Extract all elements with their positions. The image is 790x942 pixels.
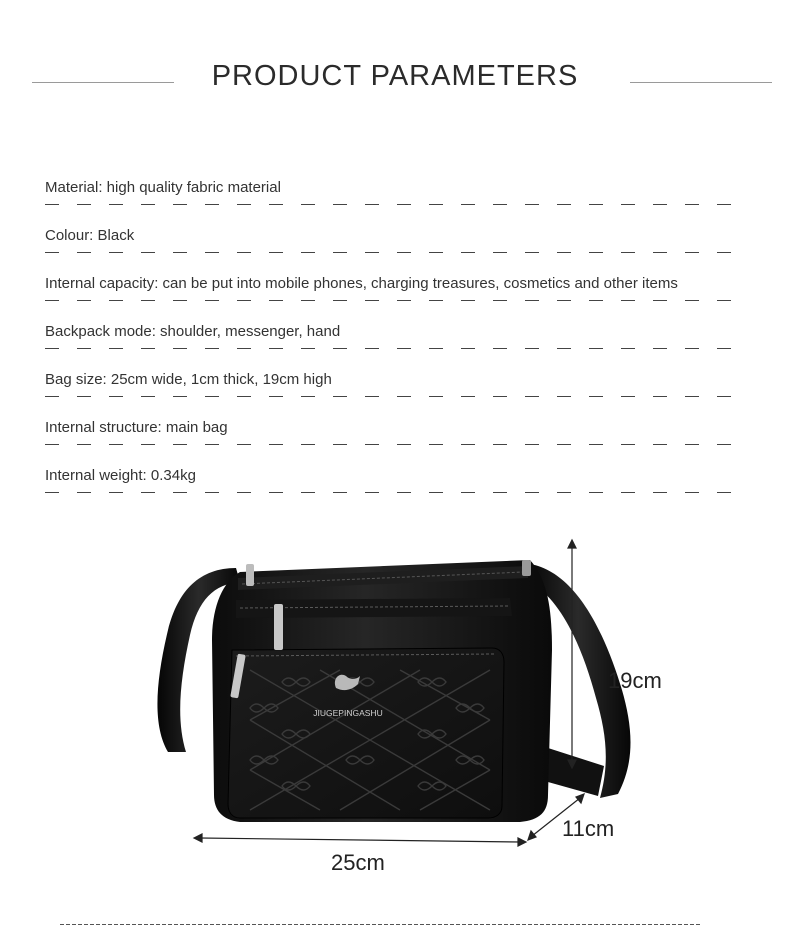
- front-pocket: [228, 648, 504, 818]
- param-text: Backpack mode: shoulder, messenger, hand: [45, 323, 341, 340]
- dashed-divider: [45, 300, 737, 301]
- dashed-divider: [45, 348, 737, 349]
- parameter-list: [45, 177, 737, 513]
- param-text: Material: high quality fabric material: [45, 179, 281, 196]
- strap-end: [548, 748, 604, 796]
- param-row-weight: [45, 465, 737, 513]
- page-title: PRODUCT PARAMETERS: [211, 60, 579, 92]
- dashed-divider: [45, 204, 737, 205]
- brand-logo-text: JIUGEPINGASHU: [313, 708, 383, 718]
- dashed-divider: [45, 396, 737, 397]
- width-dimension-label: 25cm: [331, 850, 385, 875]
- depth-dimension-label: 11cm: [562, 816, 615, 841]
- dashed-divider: [45, 492, 737, 493]
- param-text: Internal capacity: can be put into mobile phones, charging treasures, cosmetics and other items: [45, 275, 678, 292]
- param-text: Internal weight: 0.34kg: [45, 467, 196, 484]
- param-text: Bag size: 25cm wide, 1cm thick, 19cm high: [45, 371, 332, 388]
- section-header: [0, 58, 790, 102]
- param-row-colour: [45, 225, 737, 273]
- bag-illustration: [0, 520, 790, 900]
- param-row-material: [45, 177, 737, 225]
- param-row-bag-size: [45, 369, 737, 417]
- param-row-structure: [45, 417, 737, 465]
- dashed-divider: [45, 252, 737, 253]
- title-divider-right: [630, 82, 772, 83]
- param-row-capacity: [45, 273, 737, 321]
- dashed-divider: [45, 444, 737, 445]
- param-text: Colour: Black: [45, 227, 135, 244]
- product-image: [0, 520, 790, 900]
- param-text: Internal structure: main bag: [45, 419, 228, 436]
- param-row-backpack-mode: [45, 321, 737, 369]
- bottom-dotted-divider: [60, 924, 700, 925]
- height-dimension-label: 19cm: [608, 668, 662, 693]
